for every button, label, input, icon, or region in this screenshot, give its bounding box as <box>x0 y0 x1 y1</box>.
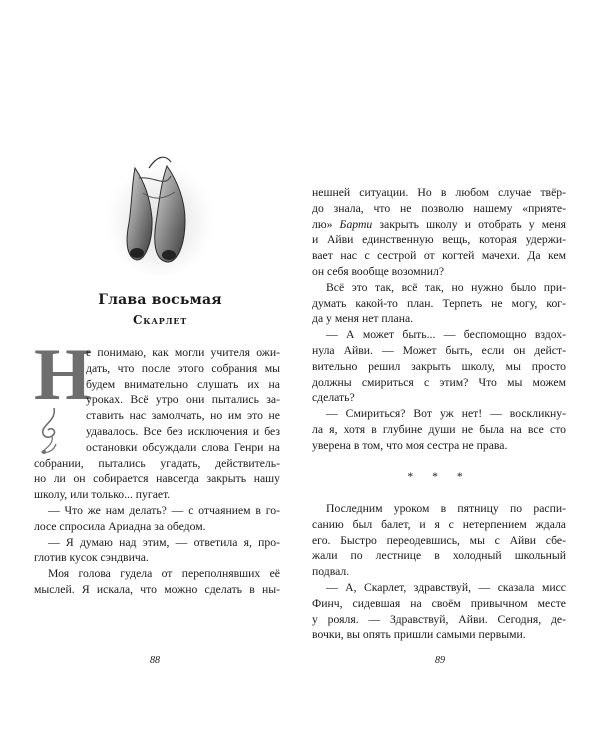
text-line: сделать? <box>312 391 355 405</box>
text-line: он себя вообще возомнил? <box>312 264 445 278</box>
text-line: глотив кусок сэндвича. <box>34 551 149 565</box>
text-line: Финч, сидевшая на своём привычном месте <box>312 596 566 610</box>
text-line: собрании, пытались угадать, действитель- <box>34 456 280 470</box>
text-line: вочки, вы опять пришли самыми первыми. <box>312 628 526 642</box>
chapter-subtitle: Скарлет <box>132 313 188 327</box>
text-line: подвал. <box>312 565 350 579</box>
chapter-title: Глава восьмая <box>98 292 222 308</box>
text-line: жали по лестнице в холодный школьный <box>312 549 566 563</box>
text-line: Всё это так, всё так, но нужно было при- <box>326 280 566 294</box>
text-line: должны смириться с этим? Что мы можем <box>312 375 566 389</box>
text-line: уроках. Всё утро они пытались за- <box>86 393 280 407</box>
text-line: Последним уроком в пятницу по распи- <box>326 501 566 515</box>
text-line: да у меня нет плана. <box>312 312 414 326</box>
text-line: Моя голова гудела от переполнявших её <box>48 567 280 581</box>
right-body-text <box>312 185 566 643</box>
text-line: школу, или только... пугает. <box>34 488 171 502</box>
text-line: — А, Скарлет, здравствуй, — сказала мисс <box>326 580 566 594</box>
left-body-text <box>34 345 280 598</box>
text-line: ла я, хотя в глубине души не была на все сто <box>312 422 566 436</box>
text-line: — А может быть... — беспомощно вздох- <box>326 328 566 342</box>
text-line: его. Быстро переодевшись, мы с Айви сбе- <box>312 533 566 547</box>
text-line: до знала, что не позволю нашему «приятe- <box>312 201 566 215</box>
text-line: — Смириться? Вот уж нет! — воскликну- <box>326 407 566 421</box>
text-line: дать, что после этого собрания мы <box>86 361 280 375</box>
text-line: нула Айви. — Может быть, если он дейст- <box>312 343 566 357</box>
text-line: лю» Барти закрыть школу и отобрать у меня <box>312 217 566 231</box>
text-line: — Что же нам делать? — с отчаянием в го- <box>48 503 280 517</box>
page-number-right: 89 <box>435 655 445 666</box>
text-line: удавалось. Все без исключения и без <box>86 424 280 438</box>
text-line: мыслей. Я искала, что можно сделать в ны- <box>34 582 280 596</box>
text-line: будем внимательно слушать их на <box>86 377 280 391</box>
text-line: е понимаю, как могли учителя ожи- <box>86 346 280 359</box>
text-line: вает нас с сестрой от когтей мачехи. Да кем <box>312 249 566 263</box>
text-line: санию был балет, и я с нетерпением ждала <box>312 517 566 531</box>
text-line: у рояля. — Здравствуй, Айви. Сегодня, де- <box>312 612 566 626</box>
text-line: вительно решил закрыть школу, мы просто <box>312 359 566 373</box>
text-line: думать какой-то план. Терпеть не могу, ког- <box>312 296 566 310</box>
text-line: но ли он собирается навсегда закрыть нашу <box>34 472 280 486</box>
text-line: нешней ситуации. Но в любом случае твёр- <box>312 186 566 199</box>
drop-cap-letter: Н <box>34 334 92 416</box>
section-separator: * * * <box>407 470 471 484</box>
text-line: уверена в том, что моя сестра не права. <box>312 438 508 452</box>
spacer <box>312 485 566 501</box>
text-line: ставить нас замолчать, но им это не <box>86 409 280 423</box>
text-line: и Айви единственную вещь, которая удержи- <box>312 233 566 247</box>
text-line: остановки обсуждали слова Генри на <box>86 440 280 454</box>
text-line: лосе спросила Ариадна за обедом. <box>34 519 206 533</box>
text-line: — Я думаю над этим, — ответила я, про- <box>48 535 280 549</box>
page-number-left: 88 <box>150 655 160 666</box>
ballet-shoes-icon <box>105 148 215 278</box>
spacer <box>312 454 566 470</box>
